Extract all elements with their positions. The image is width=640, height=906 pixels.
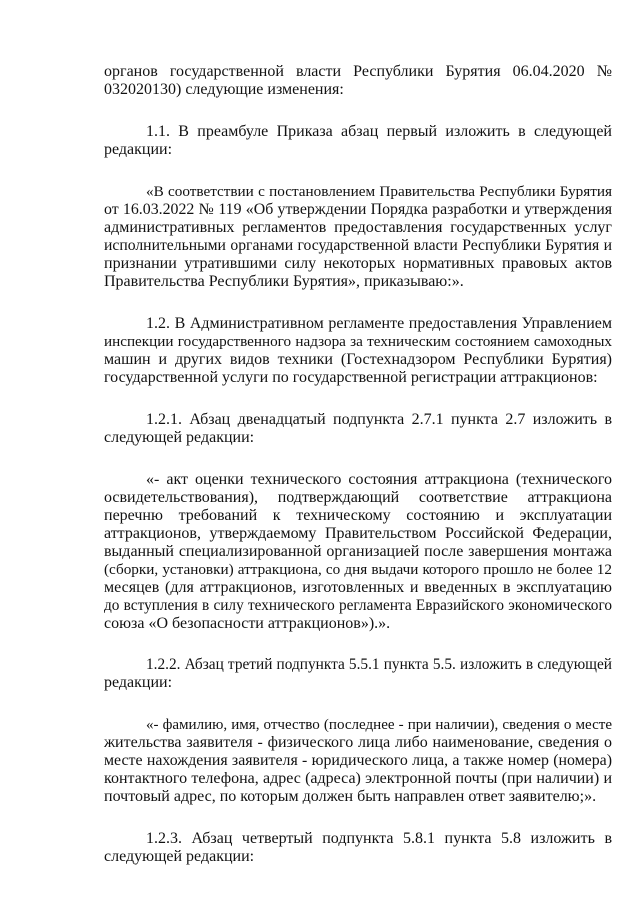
text-line: редакции: xyxy=(104,141,173,158)
text-line: 032020130) следующие изменения: xyxy=(104,81,344,98)
text-line: аттракционов, утверждаемому Правительством Российской Федерации, xyxy=(104,525,612,542)
text-line: 1.1. В преамбуле Приказа абзац первый изложить в следующей xyxy=(146,123,612,140)
text-line: перечню требований к техническому состоянию и эксплуатации xyxy=(104,507,612,524)
text-line: контактного телефона, адрес (адреса) электронной почты (при наличии) и xyxy=(104,770,612,787)
text-line: следующей редакции: xyxy=(104,848,255,865)
text-line: «В соответствии с постановлением Правительства Республики Бурятия xyxy=(146,183,612,200)
text-line: 1.2.3. Абзац четвертый подпункта 5.8.1 пункта 5.8 изложить в xyxy=(146,830,612,847)
text-line: выданный специализированной организацией после завершения монтажа xyxy=(104,543,612,560)
text-line: освидетельствования), подтверждающий соответствие аттракциона xyxy=(104,489,612,506)
text-line: жительства заявителя - физического лица либо наименование, сведения о xyxy=(104,734,612,751)
text-line: машин и других видов техники (Гостехнадзором Республики Бурятия) xyxy=(104,351,612,368)
text-line: органов государственной власти Республики Бурятия 06.04.2020 № xyxy=(104,63,612,80)
text-line: Правительства Республики Бурятия», приказываю:». xyxy=(104,273,464,290)
text-line: до вступления в силу технического регламента Евразийского экономического xyxy=(104,597,612,614)
text-line: почтовый адрес, по которым должен быть направлен ответ заявителю;». xyxy=(104,788,597,805)
text-line: следующей редакции: xyxy=(104,429,255,446)
text-line: 1.2.2. Абзац третий подпункта 5.5.1 пункта 5.5. изложить в следующей xyxy=(146,656,612,673)
text-line: признании утратившими силу некоторых нормативных правовых актов xyxy=(104,255,612,272)
text-line: 1.2.1. Абзац двенадцатый подпункта 2.7.1 пункта 2.7 изложить в xyxy=(146,411,612,428)
text-line: месте нахождения заявителя - юридического лица, а также номер (номера) xyxy=(104,752,612,769)
text-line: «- фамилию, имя, отчество (последнее - при наличии), сведения о месте xyxy=(146,717,612,733)
text-line: «- акт оценки технического состояния аттракциона (технического xyxy=(146,471,612,488)
text-line: редакции: xyxy=(104,674,173,691)
text-line: союза «О безопасности аттракционов»).». xyxy=(104,615,391,632)
text-line: (сборки, установки) аттракциона, со дня выдачи которого прошло не более 12 xyxy=(104,561,612,578)
text-line: государственной услуги по государственной регистрации аттракционов: xyxy=(104,369,598,386)
text-line: исполнительными органами государственной власти Республики Бурятия и xyxy=(104,237,612,254)
text-line: от 16.03.2022 № 119 «Об утверждении Порядка разработки и утверждения xyxy=(104,201,612,218)
text-line: инспекции государственного надзора за техническим состоянием самоходных xyxy=(104,333,612,350)
text-line: месяцев (для аттракционов, изготовленных и введенных в эксплуатацию xyxy=(104,579,612,596)
text-line: 1.2. В Административном регламенте предоставления Управлением xyxy=(146,315,612,332)
text-line: административных регламентов предоставления государственных услуг xyxy=(104,219,612,236)
